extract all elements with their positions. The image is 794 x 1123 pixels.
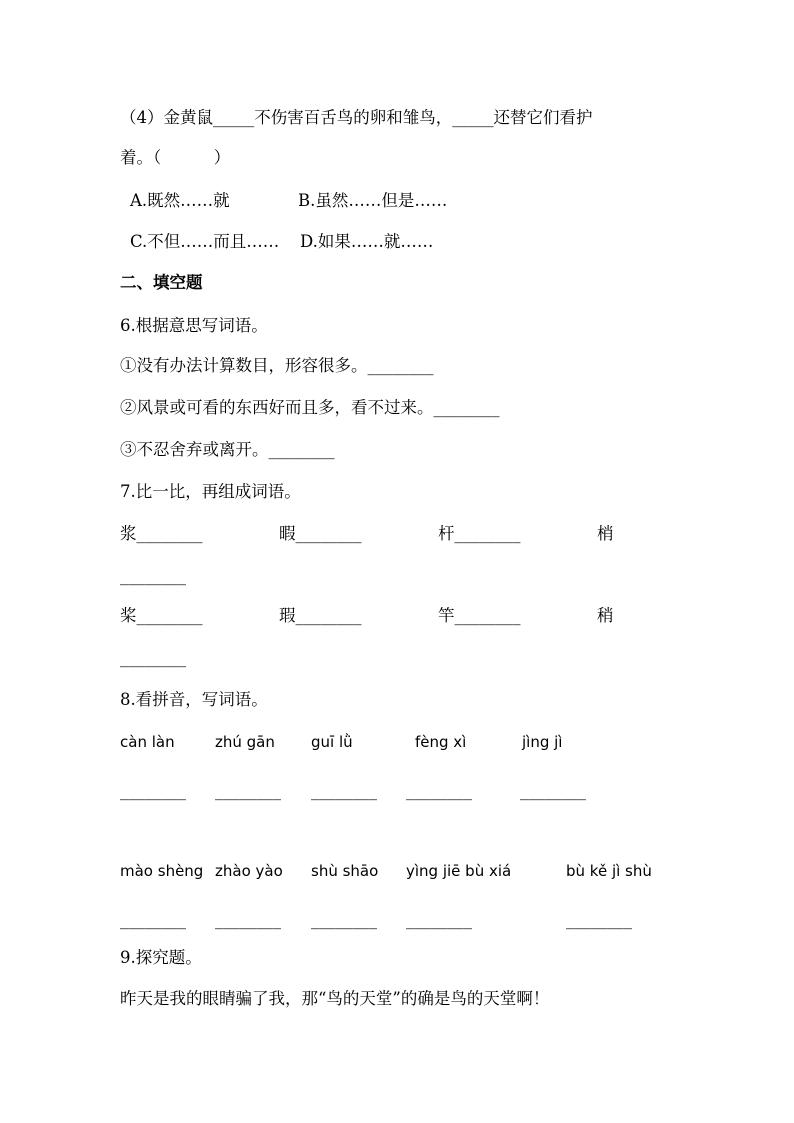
q7-row2-word-4: 稍 — [597, 606, 614, 625]
q8-title: 8.看拼音，写词语。 — [120, 690, 268, 709]
q9-text: 昨天是我的眼睛骗了我，那“鸟的天堂”的确是鸟的天堂啊！ — [120, 989, 550, 1008]
q6-title: 6.根据意思写词语。 — [120, 316, 268, 335]
q4-option-c: C.不但……而且…… — [130, 232, 280, 251]
q8-blank: ________ — [120, 910, 186, 929]
q8-pinyin-5: jìng jì — [522, 733, 563, 751]
q7-row1-word-1: 浆________ — [120, 524, 203, 543]
q8-blank: ________ — [406, 781, 472, 800]
q4-option-a: A.既然……就 — [130, 191, 230, 210]
q8-blank: ________ — [406, 910, 472, 929]
q8-pinyin-4: fèng xì — [415, 733, 467, 751]
q8-blank: ________ — [520, 781, 586, 800]
q7-row1-word-4: 梢 — [597, 524, 614, 543]
q8-blank: ________ — [215, 910, 281, 929]
q7-row1-wrap-blank: ________ — [120, 566, 186, 585]
q8-pinyin-2: zhú gān — [215, 733, 275, 751]
q8-pinyin-1: càn làn — [120, 733, 175, 751]
q7-row1-word-2: 暇________ — [279, 524, 362, 543]
q8-pinyin-6: mào shèng — [120, 862, 204, 880]
q9-title: 9.探究题。 — [120, 948, 202, 967]
q8-pinyin-10: bù kě jì shù — [566, 862, 652, 880]
q8-pinyin-8: shù shāo — [311, 862, 379, 880]
q8-blank: ________ — [215, 781, 281, 800]
q7-row2-word-2: 瑕________ — [279, 606, 362, 625]
q4-line1: （4）金黄鼠_____不伤害百舌鸟的卵和雏鸟，_____还替它们看护 — [120, 108, 593, 127]
q8-pinyin-9: yìng jiē bù xiá — [406, 862, 512, 880]
q4-option-d: D.如果……就…… — [300, 232, 434, 251]
q8-blank: ________ — [311, 910, 377, 929]
q7-title: 7.比一比，再组成词语。 — [120, 482, 301, 501]
q7-row2-word-1: 桨________ — [120, 606, 203, 625]
q8-pinyin-7: zhào yào — [215, 862, 283, 880]
q4-option-b: B.虽然……但是…… — [298, 191, 448, 210]
q6-item-1: ①没有办法计算数目，形容很多。________ — [120, 356, 434, 375]
q7-row1-word-3: 杆________ — [438, 524, 521, 543]
q6-item-2: ②风景或可看的东西好而且多，看不过来。________ — [120, 398, 500, 417]
q7-row2-wrap-blank: ________ — [120, 648, 186, 667]
section-heading: 二、填空题 — [120, 273, 203, 292]
q8-pinyin-3: guī lǜ — [311, 733, 353, 751]
q7-row2-word-3: 竿________ — [438, 606, 521, 625]
q8-blank: ________ — [566, 910, 632, 929]
q4-line2: 着。（ ） — [120, 148, 231, 167]
q6-item-3: ③不忍舍弃或离开。________ — [120, 440, 335, 459]
q8-blank: ________ — [311, 781, 377, 800]
q8-blank: ________ — [120, 781, 186, 800]
